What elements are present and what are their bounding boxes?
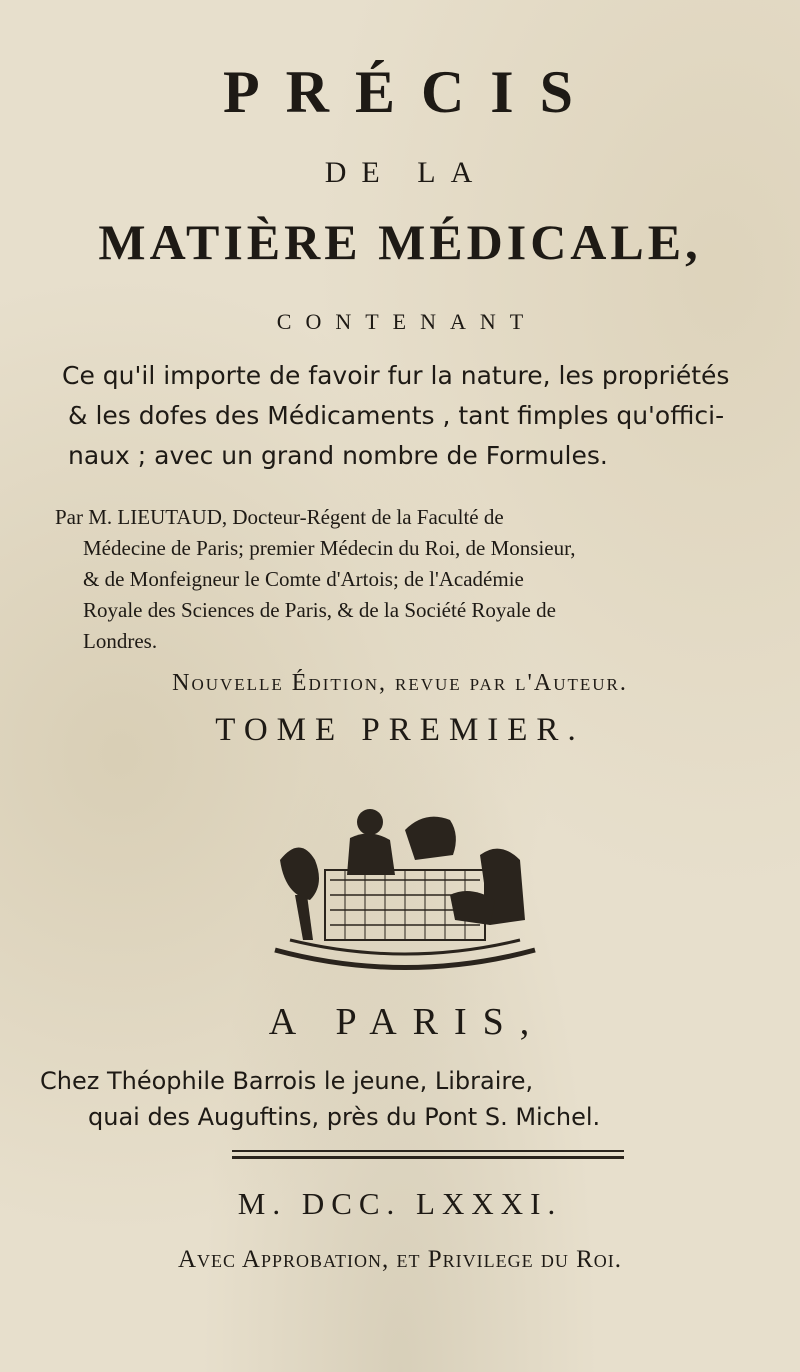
description-line: & les dofes des Médicaments , tant fimples qu'offici-: [68, 401, 725, 430]
description-line: Ce qu'il importe de favoir fur la nature, les propriétés: [62, 361, 730, 390]
book-title: PRÉCIS: [222, 59, 600, 125]
description-line: naux ; avec un grand nombre de Formules.: [68, 441, 608, 470]
author-line: Royale des Sciences de Paris, & de la Société Royale de: [83, 598, 556, 622]
publisher-line: Chez Théophile Barrois le jeune, Libraire,: [40, 1067, 534, 1095]
author-block: [55, 502, 755, 657]
title-connector: DE LA: [324, 156, 488, 189]
book-subject: MATIÈRE MÉDICALE,: [98, 214, 702, 270]
double-rule-top: [232, 1150, 624, 1152]
author-line: Médecine de Paris; premier Médecin du Roi, de Monsieur,: [83, 536, 576, 560]
description: [62, 356, 752, 476]
publisher-block: [40, 1063, 760, 1135]
publication-place: A PARIS,: [268, 1001, 546, 1043]
approbation-line: Avec Approbation, et Privilege du Roi.: [177, 1246, 623, 1273]
publication-date: M. DCC. LXXXI.: [237, 1186, 563, 1221]
author-line: Par M. LIEUTAUD, Docteur-Régent de la Faculté de: [55, 505, 504, 529]
volume-label: TOME PREMIER.: [215, 712, 585, 748]
author-line: Londres.: [83, 629, 158, 653]
author-line: & de Monfeigneur le Comte d'Artois; de l'Académie: [83, 567, 524, 591]
printers-vignette: [255, 800, 555, 975]
contenant-label: CONTENANT: [276, 309, 538, 334]
edition-note: Nouvelle Édition, revue par l'Auteur.: [172, 670, 628, 696]
publisher-line: quai des Auguftins, près du Pont S. Michel.: [88, 1103, 601, 1131]
double-rule-bottom: [232, 1156, 624, 1159]
